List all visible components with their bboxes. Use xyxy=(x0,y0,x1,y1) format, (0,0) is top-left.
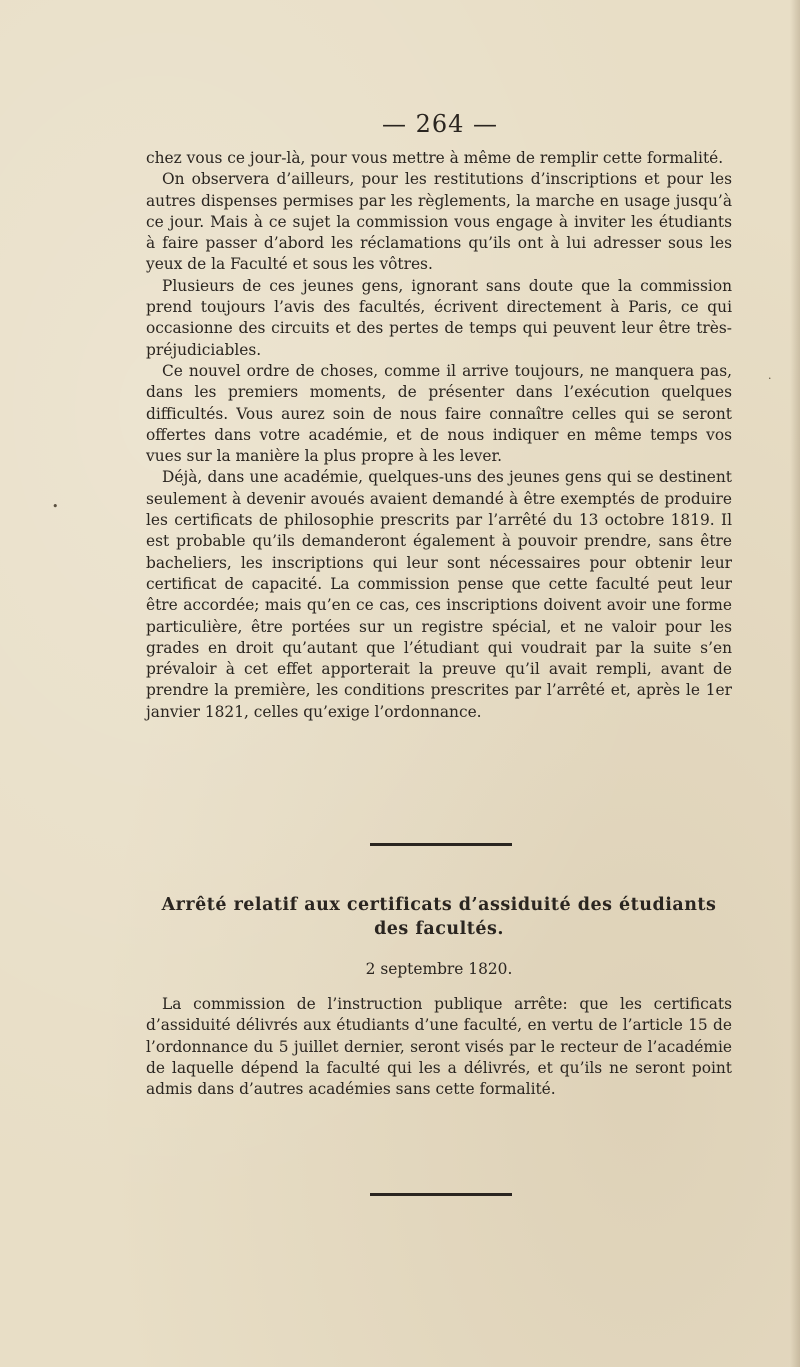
decree-date: 2 septembre 1820. xyxy=(365,960,513,978)
paragraph: chez vous ce jour-là, pour vous mettre à même de remplir cette formalité. xyxy=(146,149,724,167)
paragraph: La commission de l’instruction publique arrête: que les certificats d’assiduité délivrés aux étudiants d’une faculté, en vertu de l’article 15 de l’ordonnance du 5 juillet dernier, seront visés par le recteur de l’académie de laquelle dépend la faculté qui les a délivrés, et qu’ils ne seront point admis dans d’autres académies sans cette formalité. xyxy=(146,995,732,1099)
paragraph: Ce nouvel ordre de choses, comme il arrive toujours, ne manquera pas, dans les premiers moments, de présenter dans l’exécution quelques difficultés. Vous aurez soin de nous faire connaître celles qui se seront offertes dans votre académie, et de nous indiquer en même temps vos vues sur la manière la plus propre à les lever. xyxy=(146,361,732,466)
body-text xyxy=(146,148,732,723)
decree-title: Arrêté relatif aux certificats d’assiduité des étudiants des facultés. xyxy=(161,895,717,939)
end-divider xyxy=(370,1193,512,1196)
paragraph: Déjà, dans une académie, quelques-uns des jeunes gens qui se destinent seulement à devenir avoués avaient demandé à être exemptés de produire les certificats de philosophie prescrits par l’arrêté du 13 octobre 1819. Il est probable qu’ils demanderont également à pouvoir prendre, sans être bacheliers, les inscriptions qui leur sont nécessaires pour obtenir leur certificat de capacité. La commission pense que cette faculté peut leur être accordée; mais qu’en ce cas, ces inscriptions doivent avoir une forme particulière, être portées sur un registre spécial, et ne valoir pour les grades en droit qu’autant que l’étudiant qui voudrait par la suite s’en prévaloir à cet effet apporterait la preuve qu’il avait rempli, avant de prendre la première, les conditions prescrites par l’arrêté et, après le 1er janvier 1821, celles qu’exige l’ordonnance. xyxy=(146,468,732,721)
page-edge-shadow xyxy=(790,0,800,1367)
section-divider xyxy=(370,843,512,846)
decree-text xyxy=(146,994,732,1100)
paragraph: Plusieurs de ces jeunes gens, ignorant sans doute que la commission prend toujours l’avis des facultés, écrivent directement à Paris, ce qui occasionne des circuits et des pertes de temps qui peuvent leur être très-préjudiciables. xyxy=(146,276,732,359)
paragraph: On observera d’ailleurs, pour les restitutions d’inscriptions et pour les autres dispenses permises par les règlements, la marche en usage jusqu’à ce jour. Mais à ce sujet la commission vous engage à inviter les étudiants à faire passer d’abord les réclamations qu’ils ont à lui adresser sous les yeux de la Faculté et sous les vôtres. xyxy=(146,170,732,274)
margin-mark: • xyxy=(52,500,59,513)
page-number: — 264 — xyxy=(381,110,499,138)
margin-mark: · xyxy=(768,372,772,385)
